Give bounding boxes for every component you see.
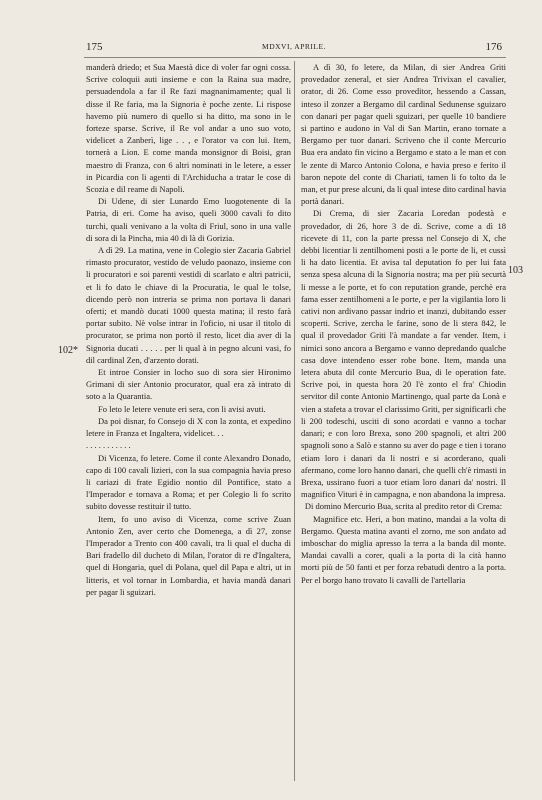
left-paragraph: Da poi disnar, fo Consejo di X con la zonta, et expedino letere in Franza et Ingaltera, videlicet. . .: [86, 415, 291, 439]
column-divider: [294, 61, 295, 781]
page-number-right: 176: [485, 41, 502, 53]
right-paragraph: Magnifice etc. Heri, a bon matino, mandai a la volta di Bergamo. Questa matina avanti el zorno, me son andato ad imboschar do miglia apresso la terra a la banda dil monte. Mandai cavalli a corer, quali a la porta di la cità hanno morti più de 50 fanti et per forza rebatudi dentro a la porta. Per el borgo hano trovato li cavalli de l'artellaria: [301, 513, 506, 585]
left-paragraph: Di Vicenza, fo letere. Come il conte Alexandro Donado, capo di 100 cavali lizieri, con la sua compagnia havia preso li cariazi di frate Egidio nontio dil Pontifice, stato a l'Imperador e tornava a Roma; et per Colegio li fo scrito subito dovesse restituir il tutto.: [86, 452, 291, 512]
margin-note-left: 102*: [58, 345, 78, 356]
left-paragraph: Item, fo uno aviso di Vicenza, come scrive Zuan Antonio Zen, aver certo che Domenega, a dì 27, zonse l'Imperador a Trento con 400 cavali, tra li qual el ducha di Bari fradello dil ducheto di Milan, l'orator di re d'Ingaltera, quel di Hongaria, quel di Polana, quel dil Papa e altri, ut in litteris, et vol tornar in Lombardia, et havia mandà danari per pagar li sguizari.: [86, 513, 291, 597]
right-paragraph: Di domino Mercurio Bua, scrita al predito retor di Crema:: [304, 501, 503, 512]
left-paragraph: Et introe Consier in locho suo di sora sier Hironimo Grimani di sier Antonio procurator, qual era zà intrato di soto a la Quarantia.: [86, 367, 291, 402]
running-header: [86, 40, 502, 54]
left-text-column: [86, 61, 291, 598]
left-paragraph: . . . . . . . . . . .: [86, 440, 131, 451]
left-paragraph: manderà driedo; et Sua Maestà dice di voler far ogni cossa. Scrive coloquii auti insieme e con la Raina sua madre, persuadendola a far il Re fazi magnanimamente; qual li disse il Re faria, ma la Signoria è poche zente. Li rispose havemo più numero di quello si ha ditto, ma sono in le forteze sparse. Scrive, il Re vol andar a uno suo voto, videlicet a Zanberì, lige . . , e l'orator va con lui. Item, tornerà a Lion. E come manda monsignor di Boisi, gran maestro di Franza, con 6 altri nominati in le letere, a esser in Picardia con li agenti di l'Archiducha a tratar le cose di Scozia e dil reame di Napoli.: [86, 62, 291, 195]
margin-note-right: 103: [508, 265, 523, 276]
running-title: MDXVI, APRILE.: [262, 42, 326, 51]
right-text-column: [301, 61, 506, 586]
right-paragraph: A dì 30, fo letere, da Milan, di sier Andrea Griti provedador zeneral, et sier Andrea Trivixan el cavalier, orator, di 26. Come esso proveditor, hessendo a Cassan, inteso il zonzer a Bergamo dil cardinal Sedunense sguizaro con danari per pagar queli sguizari, per quelle 10 bandiere si partino e audono in Val di San Martin, erano tornate a Bergamo per tuor danari. Scriveno che il conte Mercurio Bua era andato fin vicino a Bergamo e stato a le man et con le zente di Marco Antonio Colona, e havia preso e ferito il baron nepote del conte di Chariati, tamen li fo tolto da le man, et pur prese alcuni, da li qual intese dito cardinal havia portà danari.: [301, 62, 506, 207]
left-paragraph: Fo leto le letere venute eri sera, con li avisi avuti.: [98, 403, 266, 414]
right-paragraph: Di Crema, di sier Zacaria Loredan podestà e provedador, di 26, hore 3 de dì. Scrive, come a dì 18 ricevete di 11, con la parte pressa nel Consejo di X, che debbi licentiar li zentilhomeni posti a le porte de li, et cussì li ha dato licentia. Et avisa tal deputation fo per lui fata senza spesa alcuna di la Signoria nostra; ma per più securtà li messe a le porte, et fo con reputation grande, perchè era fama esser zentilhomeni a le porte, e per la vigilantia loro li cativi non ardivano passar indrio et inanzi, dubitando esser scoperti. Scrive, zercha le farine, sono de li stera 842, le qual il provedador Griti l'à mandate a far vender. Item, i nimici sono ancora a Bergamo e vanno depredando qualche casa dove intendeno esser robe bone. Item, manda una letera abuta dil conte Mercurio Bua, di le operation fate. Scrive poi, in questa hora 20 l'è zonto el fra' Chiodin servitor dil conte Antonio Martinengo, qual parte da Lonà e vien a stafeta a trovar el clarissimo Griti, per significarli che li 200 todeschi, usciti di sono acordati e vanno a tochar danari; e con loro Brexa, sono 200 spagnoli, et altri 200 spagnoli sono a Salò e stanno su aver do page e tien i torano etiam loro i danari da li nostri e si acorderano, quali afermano, come loro hanno danari, che quelli ch'è rimasti in Brexa, ussirano fuori a tuor etiam loro danari da' nostri. Il magnifico Vituri è in campagna, e non abandona la impresa.: [301, 208, 506, 500]
left-paragraph: Di Udene, di sier Lunardo Emo luogotenente di la Patria, di eri. Come ha aviso, queli 3000 cavali fo dito turchi, quali venivano a la volta di Friul, sono in una valle di sora di la Pincha, mia 40 di là di Gorizia.: [86, 196, 291, 243]
header-rule: [84, 57, 506, 58]
left-paragraph: A dì 29. La matina, vene in Colegio sier Zacaria Gabriel rimasto procurator, vestido de veludo paonazo, insieme con li procuratori e soi parenti vestidi di scarlato e altri patricii, et li fo dato le chiave di la Procuratia, le qual le tolse, dicendo però non intreria se prima non portava li danari oferti; et mandò ducati 1000 questa matina; il resto farà portar subito. Nè volse intrar in l'oficio, ni usar il titolo di procurator, se prima non portò il resto, licet dia aver di la Signoria ducati . . . . . per li qual à in pegno alcuni vasi, fo dil cardinal Zen, d'arzento dorati.: [86, 245, 291, 365]
page-number-left: 175: [86, 41, 103, 53]
